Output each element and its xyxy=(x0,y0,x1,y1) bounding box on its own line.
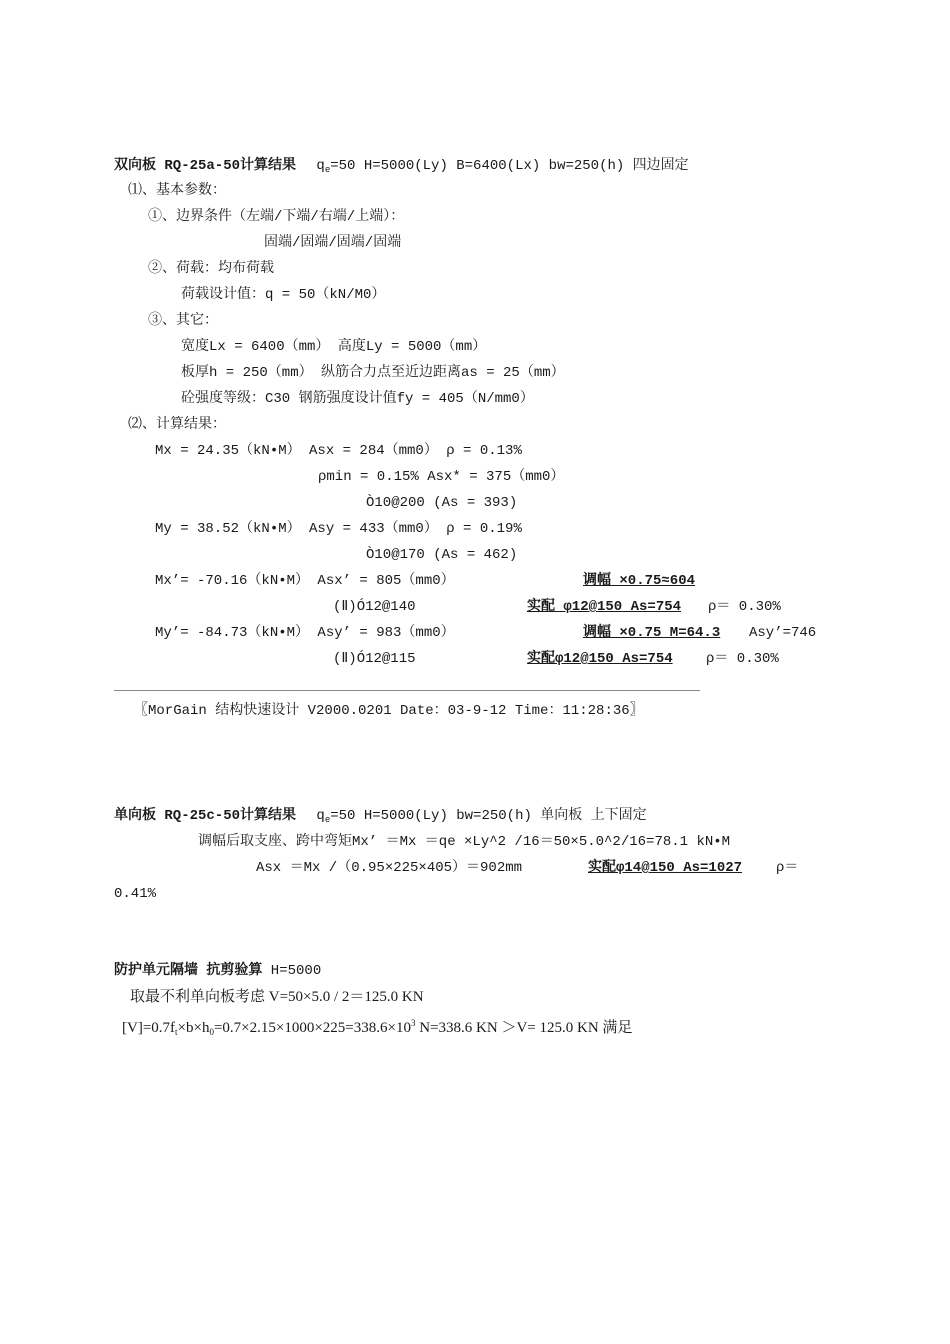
my-support-rebar: (Ⅱ)Ó12@115 xyxy=(333,651,416,667)
mx-support-rho: ρ＝ 0.30% xyxy=(708,599,781,615)
my-support-real: 实配φ12@150 As=754 xyxy=(527,651,673,667)
software-footer: 〖MorGain 结构快速设计 V2000.0201 Date：03-9-12 Time：11:28:36〗 xyxy=(134,703,644,719)
section1-title: 双向板 RQ-25a-50计算结果 xyxy=(114,158,297,174)
section2-params: =50 H=5000(Ly) bw=250(h) 单向板 上下固定 xyxy=(330,808,647,824)
section3-height: H=5000 xyxy=(262,963,322,979)
load-value: 荷载设计值：q = 50（kN/M0） xyxy=(181,287,386,303)
my-rebar: Ò10@170 (As = 462) xyxy=(366,547,518,563)
area-rho-label: ρ＝ xyxy=(776,860,799,876)
section3-heading xyxy=(114,962,321,980)
results-label: ⑵、计算结果： xyxy=(128,417,226,433)
basic-params-label: ⑴、基本参数： xyxy=(128,183,226,199)
area-real: 实配φ14@150 As=1027 xyxy=(588,860,743,876)
mx-rebar: Ò10@200 (As = 393) xyxy=(366,495,518,511)
load-label: ②、荷载：均布荷载 xyxy=(148,261,274,277)
shear-capacity-line: $[V]=0.7f_t\times b\times h_0=0.7\times 2.15\times 1000\times 225=338.6\times 10^3$ N=338.6 KN ＞V= 125.0 KN 满足 xyxy=(122,1018,633,1037)
section1-heading: 双向板 RQ-25a-50计算结果 $q_e=50$ H=5000(Ly) B=6400(Lx) bw=250(h) 四边固定 xyxy=(114,158,689,175)
section2-title: 单向板 RQ-25c-50计算结果 xyxy=(114,808,297,824)
my-support-rho: ρ＝ 0.30% xyxy=(706,651,779,667)
mx-support-rebar: (Ⅱ)Ó12@140 xyxy=(333,599,416,615)
boundary-label: ①、边界条件（左端/下端/右端/上端）： xyxy=(148,209,405,225)
mx-support-adjust: 调幅 ×0.75≈604 xyxy=(583,573,696,589)
my-support-asy: Asy’=746 xyxy=(749,625,817,641)
other-materials: 砼强度等级：C30 钢筋强度设计值fy = 405（N/mm0） xyxy=(181,391,534,407)
my-support-adjust: 调幅 ×0.75 M=64.3 xyxy=(583,625,721,641)
divider-line xyxy=(114,690,700,691)
my-result: My = 38.52（kN•M） Asy = 433（mm0） ρ = 0.19% xyxy=(155,521,522,537)
mx-result: Mx = 24.35（kN•M） Asx = 284（mm0） ρ = 0.13% xyxy=(155,443,522,459)
other-label: ③、其它： xyxy=(148,313,218,329)
other-dims: 宽度Lx = 6400（mm） 高度Ly = 5000（mm） xyxy=(181,339,487,355)
boundary-value: 固端/固端/固端/固端 xyxy=(264,235,402,251)
section1-params: =50 H=5000(Ly) B=6400(Lx) bw=250(h) 四边固定 xyxy=(330,158,689,174)
mx-support-result: Mx’= -70.16（kN•M） Asx’ = 805（mm0） xyxy=(155,573,455,589)
my-support-result: My’= -84.73（kN•M） Asy’ = 983（mm0） xyxy=(155,625,455,641)
rho-min: ρmin = 0.15% Asx* = 375（mm0） xyxy=(318,469,565,485)
section2-heading: 单向板 RQ-25c-50计算结果 $q_e=50$ H=5000(Ly) bw=250(h) 单向板 上下固定 xyxy=(114,808,647,825)
area-rho-value: 0.41% xyxy=(114,886,157,902)
area-line: Asx ＝Mx /（0.95×225×405）＝902mm xyxy=(256,860,523,876)
other-thickness: 板厚h = 250（mm） 纵筋合力点至近边距离as = 25（mm） xyxy=(181,365,565,381)
mx-support-real: 实配 φ12@150 As=754 xyxy=(527,599,682,615)
section3-title: 防护单元隔墙 抗剪验算 xyxy=(114,963,263,979)
shear-force-line: 取最不利单向板考虑 V=50×5.0 / 2＝125.0 KN xyxy=(130,989,424,1005)
moment-line: 调幅后取支座、跨中弯矩Mx’ ＝Mx ＝qe ×Ly^2 /16＝50×5.0^2/16=78.1 kN•M xyxy=(198,834,731,850)
